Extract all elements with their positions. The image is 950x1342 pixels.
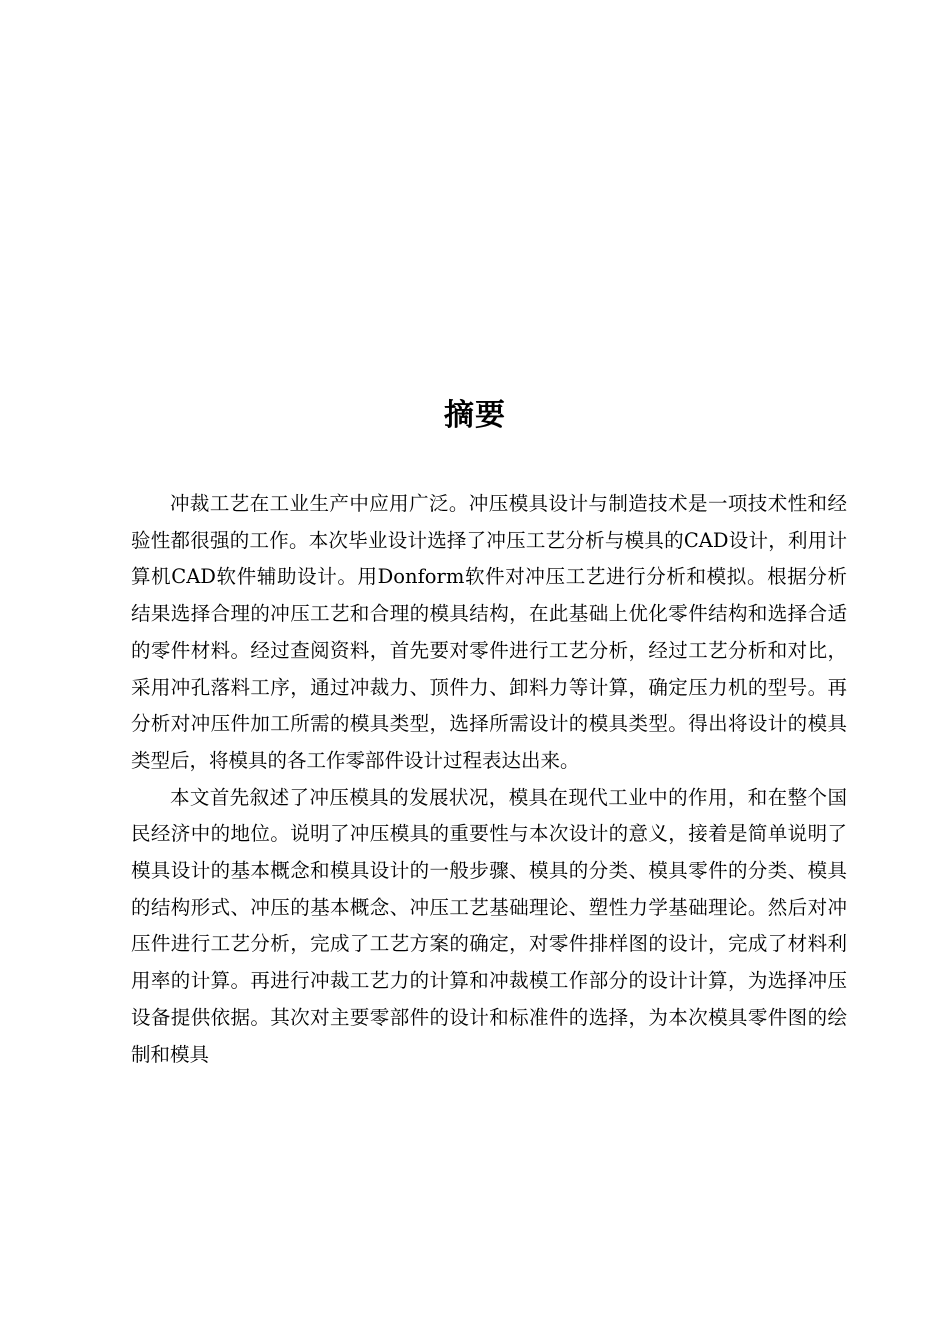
abstract-paragraph-2: 本文首先叙述了冲压模具的发展状况，模具在现代工业中的作用，和在整个国民经济中的地位。说明了冲压模具的重要性与本次设计的意义，接着是简单说明了模具设计的基本概念和模具设计的一般步骤、模具的分类、模具零件的分类、模具的结构形式、冲压的基本概念、冲压工艺基础理论、塑性力学基础理论。然后对冲压件进行工艺分析，完成了工艺方案的确定，对零件排样图的设计，完成了材料利用率的计算。再进行冲裁工艺力的计算和冲裁模工作部分的设计计算，为选择冲压设备提供依据。其次对主要零部件的设计和标准件的选择，为本次模具零件图的绘制和模具 xyxy=(131,785,847,1066)
abstract-body xyxy=(131,486,847,1073)
abstract-paragraph-1: 冲裁工艺在工业生产中应用广泛。冲压模具设计与制造技术是一项技术性和经验性都很强的工作。本次毕业设计选择了冲压工艺分析与模具的CAD设计，利用计算机CAD软件辅助设计。用Donform软件对冲压工艺进行分析和模拟。根据分析结果选择合理的冲压工艺和合理的模具结构，在此基础上优化零件结构和选择合适的零件材料。经过查阅资料，首先要对零件进行工艺分析，经过工艺分析和对比，采用冲孔落料工序，通过冲裁力、顶件力、卸料力等计算，确定压力机的型号。再分析对冲压件加工所需的模具类型，选择所需设计的模具类型。得出将设计的模具类型后，将模具的各工作零部件设计过程表达出来。 xyxy=(131,492,847,772)
page-title: 摘要 xyxy=(444,398,506,433)
